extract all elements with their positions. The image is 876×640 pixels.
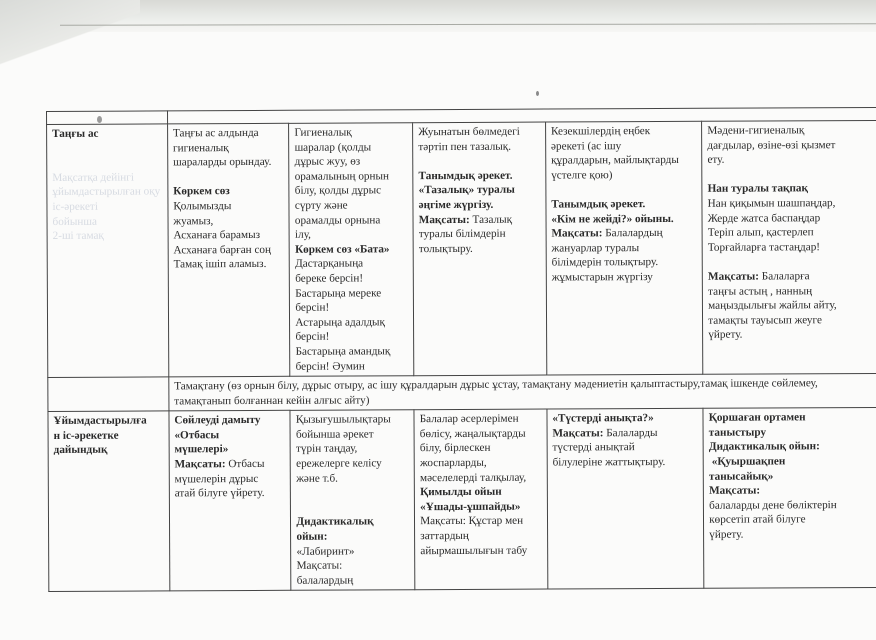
cell-text: Балалар әсерлерімен: [419, 412, 519, 426]
poem-line: Жерде жатса баспаңдар: [707, 211, 821, 225]
cell-heading: әңгіме жүргізу.: [418, 198, 494, 212]
cell-text: ережелерге келісу: [296, 457, 382, 470]
goal-label: Мақсаты:: [707, 270, 760, 283]
poem-line: Дастарқаныңа: [295, 257, 364, 271]
cell-heading: Нан туралы тақпақ: [707, 182, 808, 196]
cell-text: үстелге қою): [551, 169, 613, 182]
cell-text: білу, қолды дұрыс: [294, 184, 382, 198]
cell-heading: Танымдық әрекет.: [418, 169, 513, 182]
cell-heading: Көркем сөз «Бата»: [295, 243, 390, 256]
cell-preparation-thursday: [547, 409, 704, 590]
cell-text: жоспарларды,: [419, 456, 487, 470]
poem-line: берсін!: [295, 330, 330, 344]
goal-text: таңғы астың , нанның: [708, 284, 813, 298]
goal-text: білімдерін толықтыру.: [551, 256, 659, 269]
cell-heading: «Түстерді анықта?»: [552, 412, 654, 425]
cell-text: тәртіп пен тазалық.: [418, 140, 512, 153]
cell-text: айырмашылығын табу: [420, 544, 528, 557]
poem-line: Тамақ ішіп аламыз.: [173, 258, 267, 271]
goal-text: Балаларды: [606, 426, 658, 440]
cell-text: бойынша әрекет: [295, 428, 374, 441]
poem-line: берсін!: [295, 301, 330, 314]
cell-heading: таныстыру: [708, 426, 767, 439]
goal-label: Мақсаты:: [709, 484, 761, 498]
cell-text: гигиеналық: [172, 141, 229, 154]
cell-text: дұрыс жуу, өз: [294, 155, 361, 168]
cell-text: мәселелерді талқылау,: [419, 471, 527, 484]
row-label-breakfast: [47, 124, 169, 378]
poem-line: жуамыз,: [173, 214, 214, 227]
row-label-text: Таңғы ас: [52, 127, 99, 140]
goal-text: Отбасы: [228, 457, 265, 471]
cell-text: орамалының орнын: [294, 170, 390, 183]
poem-line: Асханаға барамыз: [173, 229, 261, 242]
row-label-preparation: [48, 411, 170, 592]
goal-label: Мақсаты:: [418, 213, 470, 226]
cell-heading: «Қуыршақпен: [708, 455, 786, 468]
cell-heading: Сөйлеуді дамыту: [174, 414, 261, 427]
cell-text: ету.: [707, 153, 725, 166]
cell-heading: Көркем сөз: [173, 185, 230, 198]
goal-text: толықтыру.: [418, 242, 473, 255]
poem-line: береке берсін!: [295, 272, 364, 285]
goal-text: түстерді анықтай: [552, 441, 635, 454]
poem-line: Торғайларға тастаңдар!: [707, 240, 821, 254]
cell-heading: Дидактикалық ойын:: [708, 440, 820, 454]
cell-heading: «Тазалық» туралы: [418, 184, 515, 197]
row-label-text: н іс-әрекетке: [53, 429, 119, 442]
cell-text: бөлісу, жаңалықтарды: [419, 427, 526, 441]
goal-label: Мақсаты:: [174, 458, 226, 471]
poem-line: Нан қиқымын шашпаңдар,: [707, 197, 836, 210]
goal-text: балаларды дене бөліктерін: [709, 498, 837, 512]
cell-heading: Қимылды ойын: [420, 486, 502, 499]
table-row-breakfast-summary: [48, 374, 876, 412]
cell-text: Мақсаты: Құстар мен: [420, 515, 524, 528]
scanner-page-fold: [0, 0, 140, 90]
cell-text: құралдарын, майлықтарды: [551, 154, 679, 167]
cell-heading: ойын:: [296, 530, 328, 543]
poem-line: Бастарыңа амандық: [295, 345, 391, 358]
cell-preparation-monday: [169, 411, 291, 592]
table-row-breakfast: [47, 120, 876, 377]
cell-breakfast-monday: [167, 123, 290, 377]
goal-label: Мақсаты:: [552, 427, 604, 440]
goal-text: Тазалық: [472, 213, 513, 226]
cell-text: Таңғы ас алдында: [172, 126, 259, 140]
goal-text: Балаларға: [761, 270, 810, 283]
cell-heading: танысайық»: [708, 470, 774, 483]
cell-text: білу, бірлескен: [419, 442, 491, 455]
cell-heading: Танымдық әрекет.: [551, 198, 646, 211]
goal-text: туралы білімдерін: [418, 227, 506, 241]
cell-text: Қызығушылықтары: [295, 413, 391, 427]
cell-text: Гигиеналық: [294, 126, 352, 139]
table-row-preparation: [48, 408, 876, 592]
poem-line: Бастарыңа мереке: [295, 286, 382, 300]
cell-preparation-wednesday: [414, 409, 548, 590]
cell-preparation-tuesday: [290, 410, 415, 591]
cell-text: заттардың: [420, 529, 469, 543]
poem-line: берсін! Әумин: [295, 359, 365, 373]
cell-breakfast-tuesday: [289, 123, 414, 377]
cell-text: «Лабиринт»: [296, 545, 355, 558]
cell-heading: «Ұшады-ұшпайды»: [420, 500, 521, 514]
goal-text: жануарлар туралы: [551, 241, 640, 255]
cell-breakfast-thursday: [545, 121, 703, 375]
bleed-through-text: Мақсатқа дейінгі: [52, 171, 135, 184]
goal-text: Балалардың: [605, 227, 663, 240]
goal-text: білулеріне жаттықтыру.: [552, 456, 666, 469]
cell-text: дағдылар, өзіне-өзі қызмет: [707, 138, 836, 152]
bleed-through-text: іс-әрекеті: [52, 200, 98, 213]
cell-text: орамалды орнына: [294, 213, 381, 227]
goal-label: Мақсаты:: [551, 227, 603, 240]
cell-text: шаралар (қолды: [294, 141, 372, 154]
bleed-through-text: ұйымдастырылған оқу: [52, 185, 161, 199]
cell-text: ілу,: [294, 228, 311, 241]
goal-text: үйрету.: [708, 328, 743, 342]
cell-text: Кезекшілердің еңбек: [550, 125, 651, 138]
breakfast-summary-cell: Тамақтану (өз орнын білу, дұрыс отыру, ас ішу құралдарын дұрыс ұстау, тамақтану мәдениетін қалыптастыру,тамақ ішкенде сөйлемеу, тамақтанып болғаннан кейін алғыс айту): [169, 374, 876, 412]
cell-heading: Қоршаған ортамен: [708, 411, 806, 425]
cell-heading: «Кім не жейді?» ойыны.: [551, 212, 674, 226]
bleed-through-text: 2-ші тамақ: [52, 229, 104, 243]
cell-heading: «Отбасы: [174, 429, 220, 442]
poem-line: Теріп алып, қастерлеп: [707, 226, 814, 239]
poem-line: Астарыңа адалдық: [295, 316, 386, 329]
cell-text: сүрту және: [294, 199, 348, 212]
goal-text: тамақты тауысып жеуге: [708, 313, 822, 327]
cell-text: түрін таңдау,: [296, 442, 358, 456]
goal-text: маңыздылығы жайлы айту,: [708, 299, 837, 312]
goal-text: жұмыстарын жүргізу: [551, 270, 653, 284]
goal-text: көрсетіп атай білуге: [709, 513, 806, 527]
row-label-text: дайындық: [53, 444, 108, 457]
cell-text: әрекеті (ас ішу: [551, 139, 622, 153]
cell-text: шараларды орындау.: [173, 156, 272, 169]
header-cell-empty: [47, 111, 168, 125]
cell-text: Жуынатын бөлмедегі: [418, 125, 520, 139]
scan-speck: [536, 91, 539, 96]
cell-text: балалардың: [296, 574, 354, 587]
cell-breakfast-friday: [702, 120, 876, 374]
cell-heading: мүшелері»: [174, 443, 229, 456]
cell-heading: Дидактикалық: [296, 515, 374, 529]
poem-line: Қолымызды: [173, 200, 232, 213]
schedule-table: [46, 107, 876, 592]
row-label-text: Ұйымдастырылға: [53, 414, 147, 428]
cell-text: Мәдени-гигиеналық: [707, 124, 805, 137]
goal-text: үйрету.: [709, 528, 744, 541]
cell-breakfast-wednesday: [413, 122, 547, 376]
cell-text: және т.б.: [296, 472, 338, 485]
cell-preparation-friday: [703, 408, 876, 589]
goal-text: атай білуге үйрету.: [174, 487, 265, 500]
row-label-empty: [48, 377, 169, 412]
poem-line: Асханаға барған соң: [173, 243, 272, 257]
cell-text: Мақсаты:: [296, 559, 343, 572]
bleed-through-text: бойынша: [52, 215, 97, 228]
goal-text: мүшелерін дұрыс: [174, 472, 259, 486]
